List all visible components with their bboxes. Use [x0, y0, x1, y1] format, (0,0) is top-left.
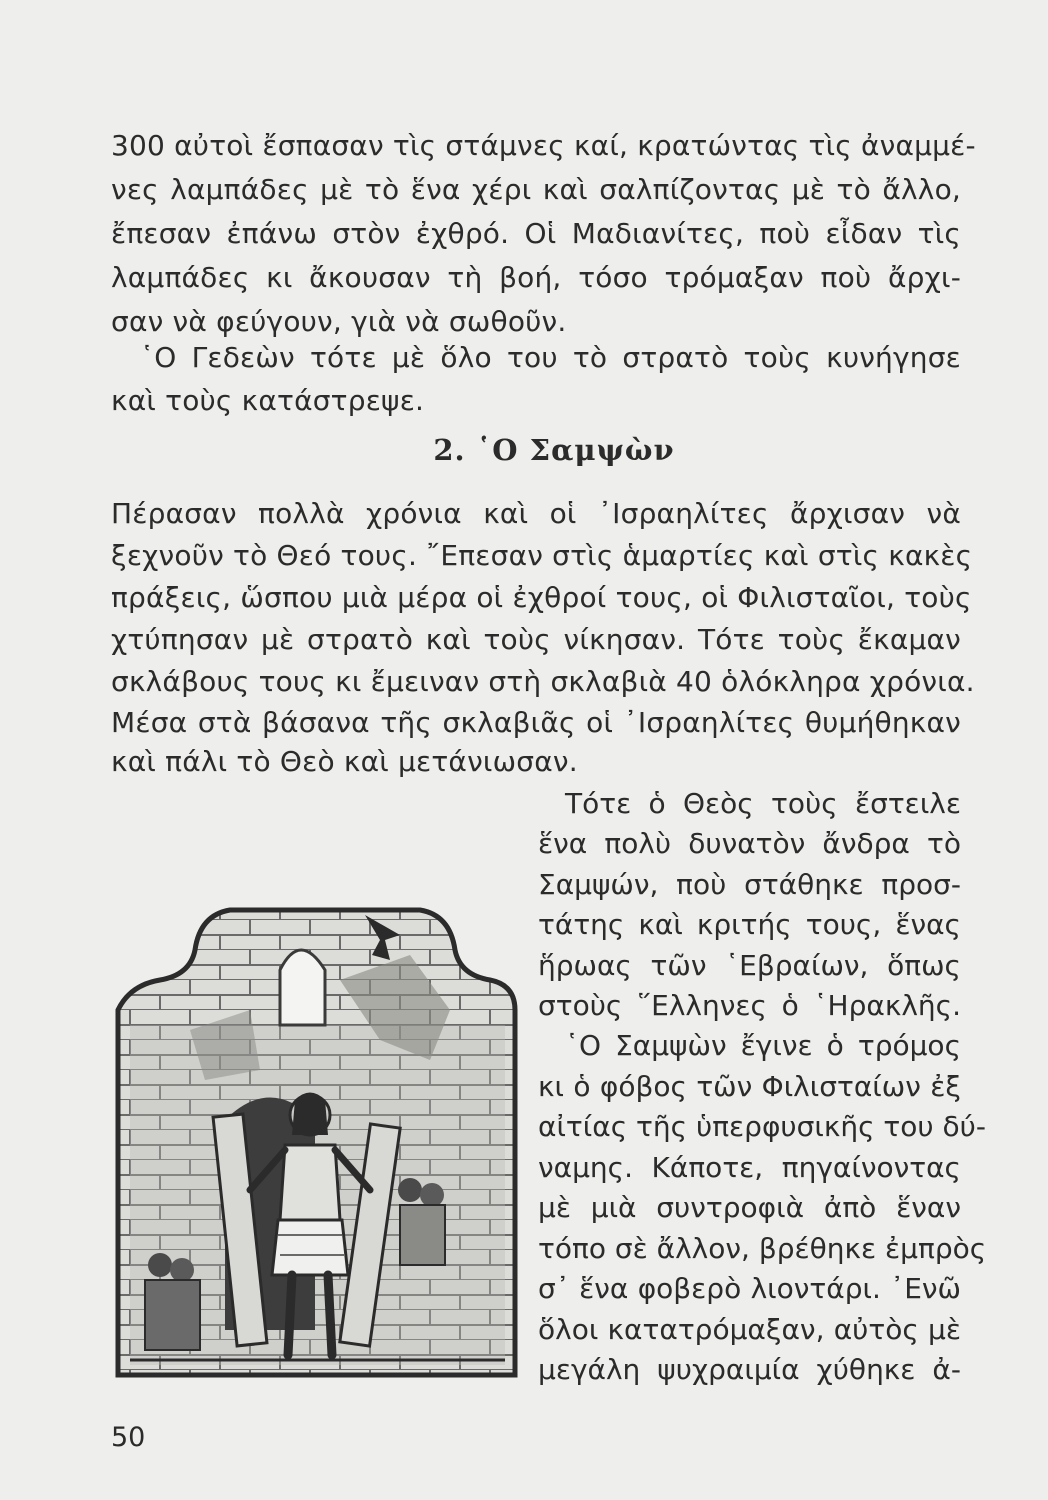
text-line: μεγάλη ψυχραιμία χύθηκε ἀ- [538, 1353, 961, 1386]
text-line: καὶ πάλι τὸ Θεὸ καὶ μετάνιωσαν. [111, 745, 578, 778]
text-line: καὶ τοὺς κατάστρεψε. [111, 384, 425, 417]
section-heading: 2. ῾Ο Σαμψὼν [433, 433, 675, 467]
text-line: σαν νὰ φεύγουν, γιὰ νὰ σωθοῦν. [111, 305, 567, 338]
text-line: στοὺς ῞Ελληνες ὁ ῾Ηρακλῆς. [538, 989, 961, 1022]
text-line: κι ὁ φόβος τῶν Φιλισταίων ἐξ [538, 1070, 961, 1103]
page-number: 50 [111, 1422, 146, 1453]
text-line: Πέρασαν πολλὰ χρόνια καὶ οἱ ᾿Ισραηλίτες ἄρχισαν νὰ [111, 497, 961, 530]
text-line: αἰτίας τῆς ὑπερφυσικῆς του δύ- [538, 1110, 986, 1143]
text-line: ῾Ο Γεδεὼν τότε μὲ ὅλο του τὸ στρατὸ τοὺς κυνήγησε [140, 341, 961, 374]
text-line: ῾Ο Σαμψὼν ἔγινε ὁ τρόμος [565, 1029, 961, 1062]
text-line: σκλάβους τους κι ἔμειναν στὴ σκλαβιὰ 40 ὁλόκληρα χρόνια. [111, 665, 975, 698]
text-line: λαμπάδες κι ἄκουσαν τὴ βοή, τόσο τρόμαξαν ποὺ ἄρχι- [111, 261, 961, 294]
text-line: Σαμψών, ποὺ στάθηκε προσ- [538, 868, 961, 901]
text-line: ξεχνοῦν τὸ Θεό τους. ῎Επεσαν στὶς ἁμαρτίες καὶ στὶς κακὲς [111, 539, 973, 572]
text-line: ἕνα πολὺ δυνατὸν ἄνδρα τὸ [538, 827, 961, 860]
text-line: Τότε ὁ Θεὸς τοὺς ἔστειλε [565, 787, 961, 820]
text-line: χτύπησαν μὲ στρατὸ καὶ τοὺς νίκησαν. Τότε τοὺς ἔκαμαν [111, 623, 961, 656]
text-line: ἥρωας τῶν ῾Εβραίων, ὅπως [538, 949, 961, 982]
text-line: τάτης καὶ κριτής τους, ἕνας [538, 908, 961, 941]
text-line: ὅλοι κατατρόμαξαν, αὐτὸς μὲ [538, 1313, 961, 1346]
text-line: τόπο σὲ ἄλλον, βρέθηκε ἐμπρὸς [538, 1232, 987, 1265]
text-line: Μέσα στὰ βάσανα τῆς σκλαβιᾶς οἱ ᾿Ισραηλίτες θυμήθηκαν [111, 706, 961, 739]
text-line: σ᾿ ἕνα φοβερὸ λιοντάρι. ᾿Ενῶ [538, 1272, 961, 1305]
text-line: πράξεις, ὥσπου μιὰ μέρα οἱ ἐχθροί τους, οἱ Φιλισταῖοι, τοὺς [111, 581, 972, 614]
text-line: 300 αὐτοὶ ἔσπασαν τὶς στάμνες καί, κρατώντας τὶς ἀναμμέ- [111, 129, 976, 162]
text-line: ναμης. Κάποτε, πηγαίνοντας [538, 1151, 961, 1184]
text-line: ἔπεσαν ἐπάνω στὸν ἐχθρό. Οἱ Μαδιανίτες, ποὺ εἶδαν τὶς [111, 217, 961, 250]
text-line: νες λαμπάδες μὲ τὸ ἕνα χέρι καὶ σαλπίζοντας μὲ τὸ ἄλλο, [111, 173, 961, 206]
samson-temple-illustration [110, 860, 530, 1385]
text-line: μὲ μιὰ συντροφιὰ ἀπὸ ἕναν [538, 1191, 961, 1224]
